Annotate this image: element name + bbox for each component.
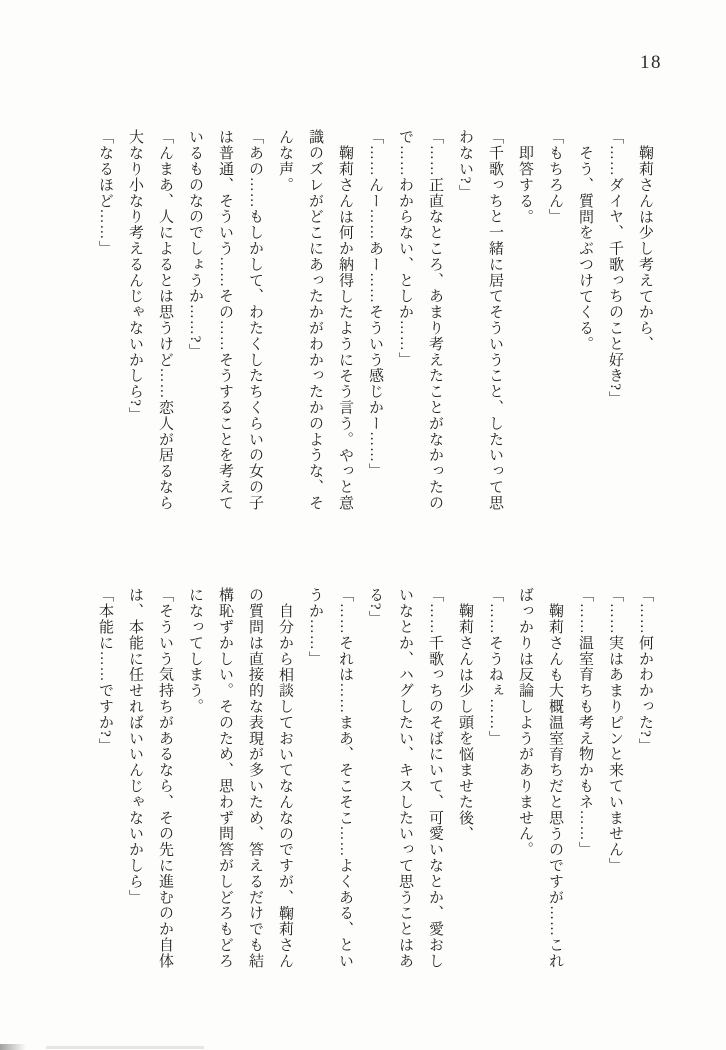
text-line: は普通、そういう……その……そうすることを考えて (217, 129, 233, 511)
text-line: になってしまう。 (187, 587, 203, 715)
text-line: 構恥ずかしい。そのため、思わず問答がしどろもどろ (217, 587, 233, 969)
text-line: 「本能に……ですか?」 (97, 587, 113, 754)
text-line: 「千歌っちと一緒に居てそういうこと、したいって思 (487, 129, 503, 511)
text-line: で……わからない、としか……」 (397, 129, 413, 368)
scan-edge-line (46, 1046, 204, 1049)
text-line: の質問は直接的な表現が多いため、答えるだけでも結 (247, 587, 263, 969)
text-line: 「……それは……まあ、そこそこ……よくある、とい (337, 587, 353, 969)
text-line: 大なり小なり考えるんじゃないかしら?」 (127, 129, 143, 423)
text-line: 「……実はあまりピンと来ていません」 (607, 587, 623, 874)
text-line: いなとか、ハグしたい、キスしたいって思うことはあ (397, 587, 413, 969)
text-line: んな声。 (277, 129, 293, 193)
text-line: 鞠莉さんも大概温室育ちだと思うのですが……これ (547, 603, 563, 969)
text-line: うか……」 (307, 587, 323, 667)
text-line: は、本能に任せればいいんじゃないかしら」 (127, 587, 143, 905)
text-line: 「……温室育ちも考え物かもネ……」 (577, 587, 593, 858)
text-line: 識のズレがどこにあったかがわかったかのような、そ (307, 129, 323, 511)
text-line: 「……そうねぇ……」 (487, 587, 503, 746)
page-number: 18 (640, 52, 662, 73)
text-block-top (90, 129, 660, 514)
scan-edge-smudge (0, 1044, 26, 1050)
text-block-bottom (90, 587, 660, 972)
text-line: 「なるほど……」 (97, 129, 113, 257)
text-line: ばっかりは反論しようがありません。 (517, 587, 533, 858)
text-line: 「……正直なところ、あまり考えたことがなかったの (427, 129, 443, 511)
text-line: わない?」 (457, 129, 473, 201)
text-line: 「そういう気持ちがあるなら、その先に進むのか自体 (157, 587, 173, 969)
text-line: 「んまあ、人によるとは思うけど……恋人が居るなら (157, 129, 173, 511)
text-line: 自分から相談しておいてなんなのですが、鞠莉さん (277, 603, 293, 969)
text-line: 「……んー……あー……そういう感じかー……」 (367, 129, 383, 479)
text-line: 「あの……もしかして、わたくしたちくらいの女の子 (247, 129, 263, 511)
text-line: いるものなのでしょうか……?」 (187, 129, 203, 360)
text-line: 鞠莉さんは少し考えてから、 (637, 145, 653, 352)
text-line: 「……千歌っちのそばにいて、可愛いなとか、愛おし (427, 587, 443, 969)
text-line: 「もちろん」 (547, 129, 563, 225)
text-line: 「……何かわかった?」 (637, 587, 653, 754)
text-line: 「……ダイヤ、千歌っちのこと好き?」 (607, 129, 623, 407)
text-line: そう、質問をぶつけてくる。 (577, 145, 593, 352)
text-line: 即答する。 (517, 145, 533, 225)
text-line: 鞠莉さんは何か納得したようにそう言う。やっと意 (337, 145, 353, 511)
text-line: る?」 (367, 587, 383, 627)
text-line: 鞠莉さんは少し頭を悩ませた後、 (457, 603, 473, 842)
